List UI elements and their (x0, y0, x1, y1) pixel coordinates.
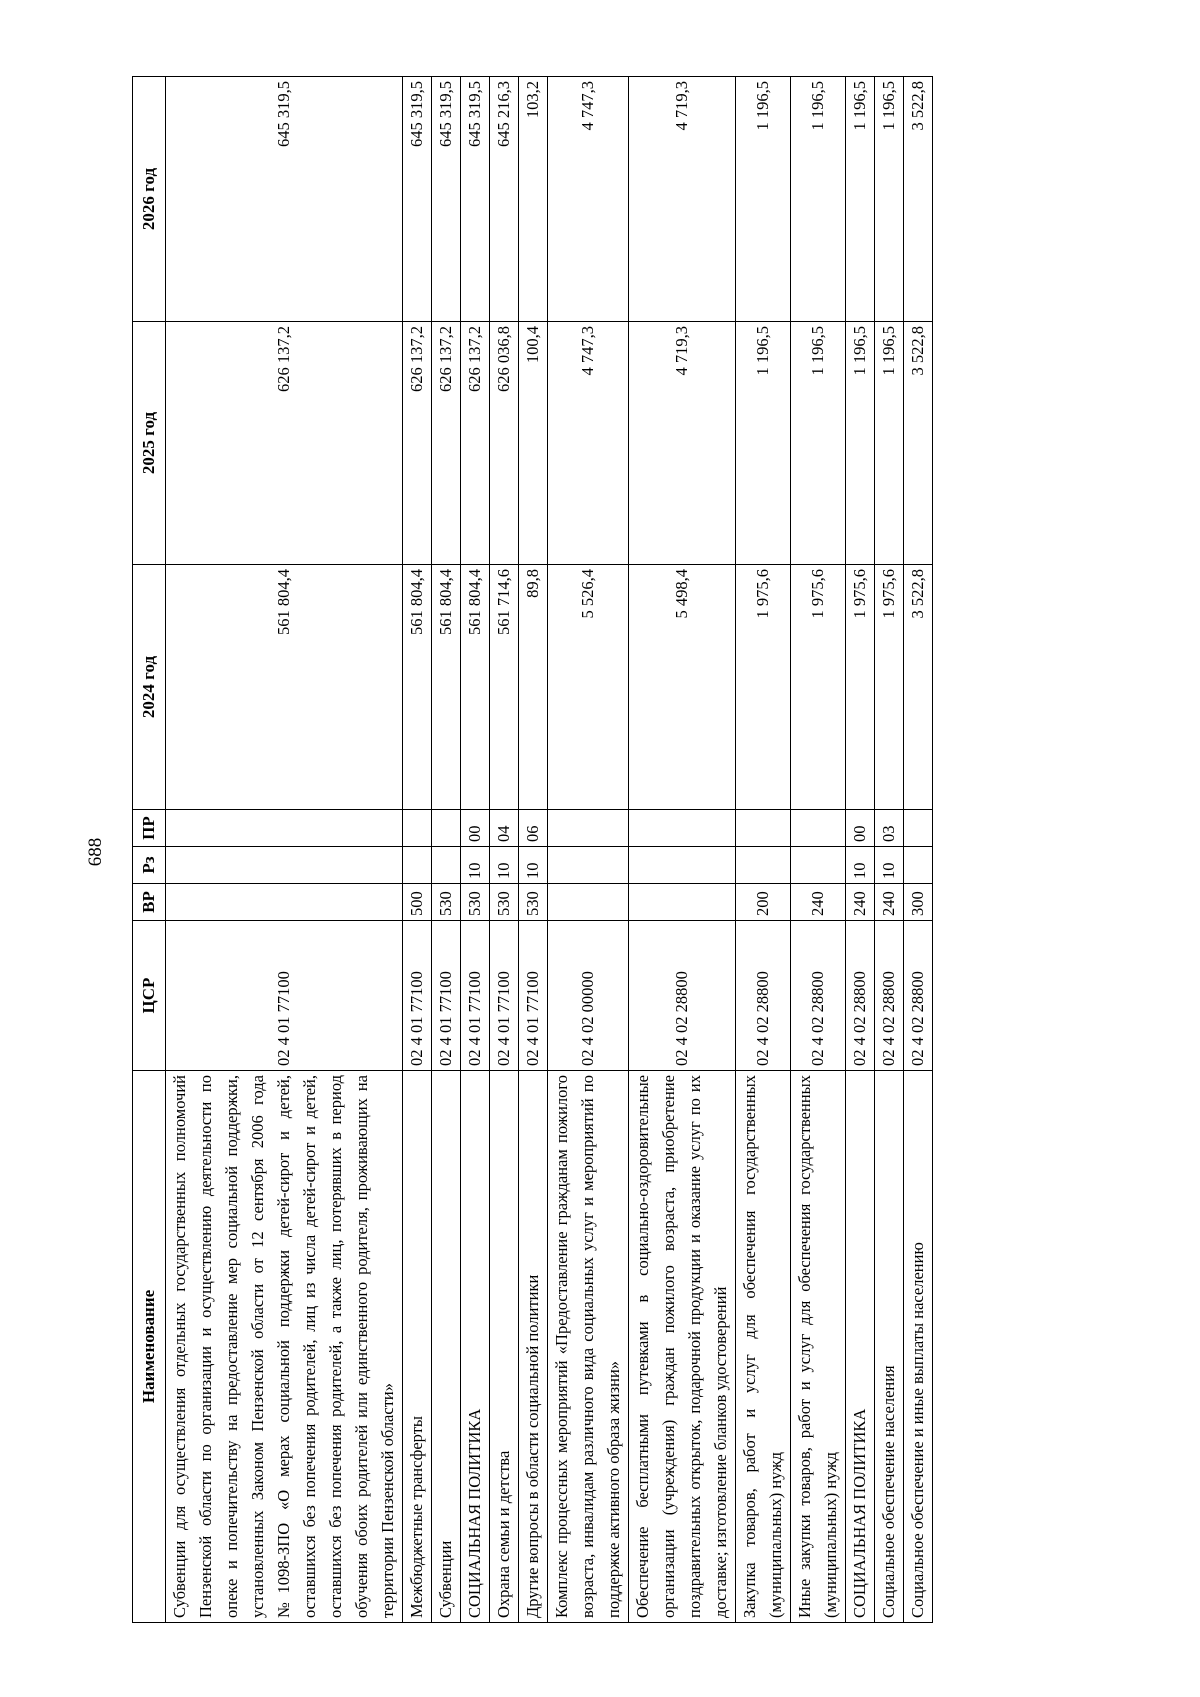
cell-csr: 02 4 02 00000 (548, 921, 629, 1071)
cell-2026: 645 216,3 (490, 77, 519, 322)
cell-csr: 02 4 01 77100 (461, 921, 490, 1071)
cell-csr: 02 4 01 77100 (403, 921, 432, 1071)
cell-2025: 4 747,3 (548, 322, 629, 565)
cell-name: Охрана семьи и детства (490, 1071, 519, 1623)
header-name: Наименование (133, 1071, 166, 1623)
cell-pr (403, 810, 432, 847)
cell-2025: 626 137,2 (403, 322, 432, 565)
cell-pr (791, 810, 846, 847)
cell-name: Комплекс процессных мероприятий «Предоставление гражданам пожилого возраста, инвалидам различного вида социальных услуг и мероприятий по поддержке активного образа жизни» (548, 1071, 629, 1623)
header-row (133, 77, 166, 1623)
table-row (548, 77, 629, 1623)
cell-rz (403, 847, 432, 884)
header-pr: ПР (133, 810, 166, 847)
header-rz: Рз (133, 847, 166, 884)
table-row (432, 77, 461, 1623)
cell-2025: 1 196,5 (846, 322, 875, 565)
cell-vr (166, 884, 403, 921)
cell-name: Социальное обеспечение и иные выплаты населению (904, 1071, 933, 1623)
cell-vr: 200 (736, 884, 791, 921)
cell-name: Межбюджетные трансферты (403, 1071, 432, 1623)
cell-csr: 02 4 02 28800 (629, 921, 736, 1071)
cell-csr: 02 4 02 28800 (736, 921, 791, 1071)
cell-vr: 530 (519, 884, 548, 921)
cell-pr (166, 810, 403, 847)
cell-2024: 561 804,4 (166, 565, 403, 810)
cell-2026: 645 319,5 (461, 77, 490, 322)
table-row (904, 77, 933, 1623)
cell-rz: 10 (461, 847, 490, 884)
cell-2024: 561 804,4 (403, 565, 432, 810)
table-row (875, 77, 904, 1623)
cell-rz (166, 847, 403, 884)
cell-2025: 1 196,5 (875, 322, 904, 565)
cell-vr: 530 (490, 884, 519, 921)
cell-2025: 626 137,2 (461, 322, 490, 565)
cell-name: СОЦИАЛЬНАЯ ПОЛИТИКА (846, 1071, 875, 1623)
cell-name: Иные закупки товаров, работ и услуг для обеспечения государственных (муниципальных) нужд (791, 1071, 846, 1623)
table-row (629, 77, 736, 1623)
cell-2026: 1 196,5 (846, 77, 875, 322)
cell-name: Субвенции для осуществления отдельных государственных полномочий Пензенской области по организации и осуществлению деятельности по опеке и попечительству на предоставление мер социальной поддержки, установленных Законом Пензенской области от 12 сентября 2006 года №1098-ЗПО «О мерах социальной поддержки детей-сирот и детей, оставшихся без попечения родителей, лиц из числа детей-сирот и детей, оставшихся без попечения родителей, а также лиц, потерявших в период обучения обоих родителей или единственного родителя, проживающих на территории Пензенской области» (166, 1071, 403, 1623)
cell-rz: 10 (846, 847, 875, 884)
cell-2024: 3 522,8 (904, 565, 933, 810)
cell-rz: 10 (519, 847, 548, 884)
cell-csr: 02 4 02 28800 (875, 921, 904, 1071)
cell-vr: 240 (791, 884, 846, 921)
cell-csr: 02 4 01 77100 (432, 921, 461, 1071)
cell-2026: 1 196,5 (875, 77, 904, 322)
cell-2025: 1 196,5 (736, 322, 791, 565)
cell-csr: 02 4 02 28800 (791, 921, 846, 1071)
table-row (736, 77, 791, 1623)
cell-2024: 5 526,4 (548, 565, 629, 810)
cell-2024: 561 804,4 (461, 565, 490, 810)
page-number: 688 (85, 837, 106, 867)
cell-2026: 3 522,8 (904, 77, 933, 322)
cell-pr (432, 810, 461, 847)
cell-2024: 1 975,6 (736, 565, 791, 810)
budget-table (132, 76, 933, 1623)
cell-2024: 561 804,4 (432, 565, 461, 810)
cell-2024: 89,8 (519, 565, 548, 810)
cell-2024: 5 498,4 (629, 565, 736, 810)
table-row (166, 77, 403, 1623)
header-2025: 2025 год (133, 322, 166, 565)
cell-rz: 10 (490, 847, 519, 884)
cell-vr: 240 (846, 884, 875, 921)
cell-rz (432, 847, 461, 884)
cell-rz (629, 847, 736, 884)
cell-2024: 561 714,6 (490, 565, 519, 810)
cell-pr: 00 (461, 810, 490, 847)
cell-name: Закупка товаров, работ и услуг для обеспечения государственных (муниципальных) нужд (736, 1071, 791, 1623)
table-row (403, 77, 432, 1623)
table-row (791, 77, 846, 1623)
cell-2025: 1 196,5 (791, 322, 846, 565)
header-csr: ЦСР (133, 921, 166, 1071)
cell-2026: 103,2 (519, 77, 548, 322)
cell-2026: 645 319,5 (432, 77, 461, 322)
cell-csr: 02 4 01 77100 (166, 921, 403, 1071)
cell-pr: 00 (846, 810, 875, 847)
cell-vr: 240 (875, 884, 904, 921)
cell-vr (548, 884, 629, 921)
header-2024: 2024 год (133, 565, 166, 810)
table-row (846, 77, 875, 1623)
cell-2026: 645 319,5 (403, 77, 432, 322)
table-row (461, 77, 490, 1623)
cell-rz (904, 847, 933, 884)
cell-pr (736, 810, 791, 847)
cell-2025: 4 719,3 (629, 322, 736, 565)
cell-rz (791, 847, 846, 884)
cell-name: Другие вопросы в области социальной политики (519, 1071, 548, 1623)
cell-rz (548, 847, 629, 884)
cell-2024: 1 975,6 (875, 565, 904, 810)
cell-name: Обеспечение бесплатными путевками в социально-оздоровительные организации (учреждения) граждан пожилого возраста, приобретение поздравительных открыток, подарочной продукции и оказание услуг по их доставке; изготовление бланков удостоверений (629, 1071, 736, 1623)
cell-pr (629, 810, 736, 847)
cell-2026: 4 719,3 (629, 77, 736, 322)
cell-2026: 645 319,5 (166, 77, 403, 322)
cell-pr: 04 (490, 810, 519, 847)
cell-2024: 1 975,6 (846, 565, 875, 810)
cell-2025: 626 137,2 (166, 322, 403, 565)
cell-rz (736, 847, 791, 884)
cell-csr: 02 4 02 28800 (846, 921, 875, 1071)
table-row (490, 77, 519, 1623)
cell-vr (629, 884, 736, 921)
cell-vr: 300 (904, 884, 933, 921)
table-body (166, 77, 933, 1623)
cell-name: Субвенции (432, 1071, 461, 1623)
cell-csr: 02 4 02 28800 (904, 921, 933, 1071)
cell-2025: 100,4 (519, 322, 548, 565)
cell-pr: 03 (875, 810, 904, 847)
cell-csr: 02 4 01 77100 (490, 921, 519, 1071)
cell-2025: 3 522,8 (904, 322, 933, 565)
header-vr: ВР (133, 884, 166, 921)
rotated-table-container (132, 77, 1040, 1623)
cell-2025: 626 036,8 (490, 322, 519, 565)
cell-pr: 06 (519, 810, 548, 847)
cell-vr: 500 (403, 884, 432, 921)
cell-vr: 530 (461, 884, 490, 921)
header-2026: 2026 год (133, 77, 166, 322)
cell-name: СОЦИАЛЬНАЯ ПОЛИТИКА (461, 1071, 490, 1623)
cell-2026: 4 747,3 (548, 77, 629, 322)
cell-2026: 1 196,5 (736, 77, 791, 322)
cell-rz: 10 (875, 847, 904, 884)
cell-2025: 626 137,2 (432, 322, 461, 565)
cell-pr (548, 810, 629, 847)
cell-csr: 02 4 01 77100 (519, 921, 548, 1071)
table-row (519, 77, 548, 1623)
cell-pr (904, 810, 933, 847)
cell-name: Социальное обеспечение населения (875, 1071, 904, 1623)
cell-2024: 1 975,6 (791, 565, 846, 810)
cell-2026: 1 196,5 (791, 77, 846, 322)
cell-vr: 530 (432, 884, 461, 921)
